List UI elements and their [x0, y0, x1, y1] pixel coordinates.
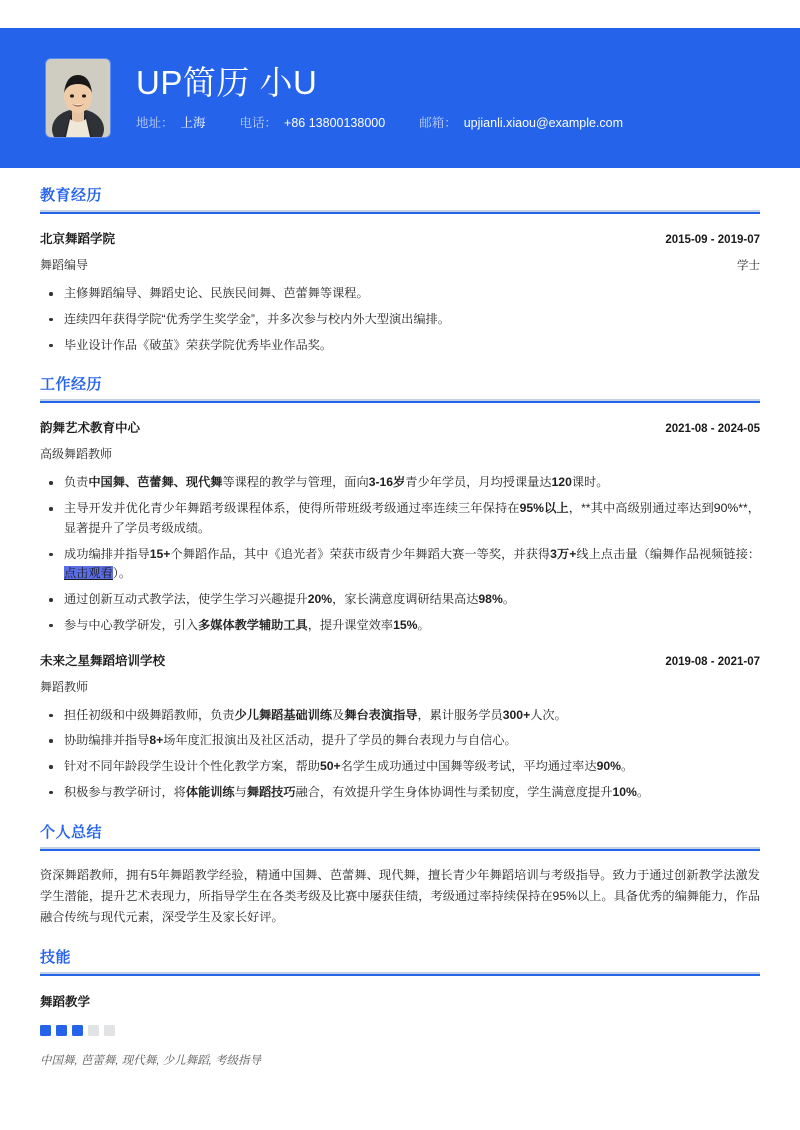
section-rule-accent: [40, 849, 760, 851]
bullet-text: ，累计服务学员: [417, 707, 503, 722]
bullet-text: 。: [502, 592, 515, 607]
bullet-text: 课时。: [571, 475, 609, 490]
bullet-text: ，提升课堂效率: [307, 617, 394, 632]
bullet-emphasis: 20%: [307, 592, 333, 607]
bullet-item: [40, 590, 760, 610]
work-entry-header: [40, 651, 760, 669]
bullet-emphasis: 3万+: [550, 546, 577, 561]
bullet-item: [40, 616, 760, 636]
section-education: [40, 184, 760, 355]
work-entry-subheader: [40, 678, 760, 695]
bullet-text: 及: [332, 707, 345, 722]
portrait-photo-icon: [46, 59, 110, 137]
bullet-item: [40, 473, 760, 493]
bullet-text: 个舞蹈作品，其中《追光者》荣获市级青少年舞蹈大赛一等奖，并获得: [170, 546, 551, 561]
work-company: 未来之星舞蹈培训学校: [40, 653, 166, 668]
bullet-text: 协助编排并指导: [64, 733, 150, 748]
bullet-emphasis: 舞蹈技巧: [246, 784, 296, 799]
bullet-text: 融合，有效提升学生身体协调性与柔韧度，学生满意度提升: [295, 784, 613, 799]
work-date: 2021-08 - 2024-05: [665, 423, 760, 436]
bullet-text: 参与中心教学研发，引入: [64, 617, 199, 632]
work-entry-subheader: [40, 445, 760, 462]
bullet-emphasis: 多媒体教学辅助工具: [198, 617, 308, 632]
bullet-text: ）。: [112, 566, 132, 581]
resume-body: [0, 168, 800, 1068]
bullet-text: 积极参与教学研讨，将: [64, 784, 186, 799]
contact-row: [136, 113, 623, 131]
section-skills-title: 技能: [40, 948, 72, 966]
contact-phone-value: +86 13800138000: [284, 116, 386, 131]
work-date: 2019-08 - 2021-07: [665, 655, 760, 668]
bullet-text: 青少年学员，月均授课量达: [405, 475, 552, 490]
education-major: 舞蹈编导: [40, 258, 89, 272]
bullet-text: 针对不同年龄段学生设计个性化教学方案，帮助: [64, 759, 320, 774]
identity-block: [136, 65, 623, 131]
bullet-item: [40, 545, 760, 585]
contact-email-label: 邮箱：: [419, 116, 457, 131]
bullet-emphasis: 50+: [319, 759, 341, 774]
bullet-emphasis: 15%: [393, 617, 418, 632]
section-rule-accent: [40, 974, 760, 976]
section-skills: [40, 946, 760, 1068]
bullet-emphasis: 15+: [149, 546, 171, 561]
bullet-emphasis: 300+: [502, 707, 531, 722]
skill-level-empty: [104, 1025, 115, 1036]
work-bullets: [40, 706, 760, 803]
skill-level-meter: [40, 1025, 760, 1036]
work-entries: [40, 418, 760, 802]
bullet-item: [40, 731, 760, 751]
work-entry: [40, 651, 760, 803]
section-rule-accent: [40, 401, 760, 403]
skill-level-filled: [72, 1025, 83, 1036]
education-school: 北京舞蹈学院: [40, 232, 116, 246]
bullet-emphasis: 少儿舞蹈基础训练: [234, 707, 333, 722]
bullet-emphasis: 90%: [596, 759, 621, 774]
summary-text: 资深舞蹈教师，拥有5年舞蹈教学经验，精通中国舞、芭蕾舞、现代舞，擅长青少年舞蹈培训与考级指导。致力于通过创新教学法激发学生潜能，提升艺术表现力，所指导学生在各类考级及比赛中屡获佳绩，考级通过率持续保持在95%以上。具备优秀的编舞能力，作品融合传统与现代元素，深受学生及家长好评。: [40, 867, 760, 924]
bullet-emphasis: 中国舞、芭蕾舞、现代舞: [88, 475, 223, 490]
education-bullets: [40, 284, 760, 355]
avatar: [46, 59, 110, 137]
bullet-emphasis: 120: [551, 475, 572, 490]
skill-level-filled: [56, 1025, 67, 1036]
bullet-item: [40, 757, 760, 777]
contact-phone: [240, 113, 386, 131]
bullet-emphasis: 舞台表演指导: [344, 707, 418, 722]
bullet-text: 名学生成功通过中国舞等级考试，平均通过率达: [340, 759, 597, 774]
bullet-text: 线上点击量（编舞作品视频链接：: [576, 546, 761, 561]
skill-level-filled: [40, 1025, 51, 1036]
bullet-text: 等课程的教学与管理，面向: [222, 475, 369, 490]
bullet-emphasis: 3-16岁: [368, 475, 406, 490]
contact-phone-label: 电话：: [239, 116, 278, 131]
contact-address-label: 地址：: [136, 116, 174, 131]
skill-tags: 中国舞, 芭蕾舞, 现代舞, 少儿舞蹈, 考级指导: [40, 1054, 262, 1067]
bullet-item: 毕业设计作品《破茧》荣获学院优秀毕业作品奖。: [40, 336, 760, 356]
bullet-text: ，**其中高级别通过率达到90%**，显著提升了学员考级成绩。: [64, 501, 760, 535]
work-company: 韵舞艺术教育中心: [40, 421, 141, 436]
contact-email-value: upjianli.xiaou@example.com: [463, 116, 624, 131]
work-bullets: [40, 473, 760, 635]
education-entry: [40, 229, 760, 355]
work-title: 高级舞蹈教师: [40, 447, 113, 462]
section-work-title: 工作经历: [40, 376, 103, 394]
work-title: 舞蹈教师: [40, 679, 89, 694]
work-entry-header: [40, 418, 760, 436]
resume-header-banner: [0, 28, 800, 168]
bullet-item: [40, 783, 760, 803]
bullet-emphasis: 98%: [478, 592, 503, 607]
bullet-text: 负责: [64, 475, 89, 490]
bullet-text: 场年度汇报演出及社区活动，提升了学员的舞台表现力与自信心。: [163, 733, 517, 748]
work-entry: [40, 418, 760, 635]
bullet-text: 。: [417, 617, 430, 632]
contact-email: [419, 113, 623, 131]
section-summary-title: 个人总结: [40, 823, 103, 841]
education-entry-header: [40, 229, 760, 247]
bullet-item: [40, 706, 760, 726]
bullet-text: 主导开发并优化青少年舞蹈考级课程体系，使得所带班级考级通过率连续三年保持在: [64, 501, 520, 516]
video-link[interactable]: 点击观看: [64, 566, 113, 581]
bullet-text: 与: [234, 784, 247, 799]
bullet-item: 主修舞蹈编导、舞蹈史论、民族民间舞、芭蕾舞等课程。: [40, 284, 760, 304]
contact-address: [136, 113, 206, 131]
skill-item: [40, 992, 760, 1068]
section-work: [40, 373, 760, 802]
bullet-emphasis: 95%以上: [519, 501, 569, 516]
education-date: 2015-09 - 2019-07: [665, 234, 760, 246]
bullet-text: 。: [620, 759, 634, 774]
section-summary: [40, 821, 760, 928]
bullet-item: [40, 499, 760, 539]
education-degree: 学士: [737, 260, 760, 272]
skill-level-empty: [88, 1025, 99, 1036]
bullet-text: 人次。: [530, 707, 567, 722]
bullet-item: 连续四年获得学院“优秀学生奖学金”，并多次参与校内外大型演出编排。: [40, 310, 760, 330]
candidate-name: UP简历 小U: [136, 63, 318, 101]
section-rule-accent: [40, 212, 760, 214]
bullet-text: 担任初级和中级舞蹈教师，负责: [64, 707, 235, 722]
bullet-emphasis: 8+: [149, 733, 164, 748]
bullet-text: 成功编排并指导: [64, 546, 150, 561]
skill-name: 舞蹈教学: [40, 994, 91, 1009]
bullet-text: 通过创新互动式教学法，使学生学习兴趣提升: [64, 592, 308, 607]
bullet-emphasis: 10%: [612, 784, 637, 799]
section-education-title: 教育经历: [40, 187, 103, 204]
bullet-text: 。: [636, 784, 650, 799]
bullet-text: ，家长满意度调研结果高达: [332, 592, 479, 607]
contact-address-value: 上海: [180, 116, 206, 131]
education-entry-subheader: [40, 256, 760, 273]
bullet-emphasis: 体能训练: [185, 784, 235, 799]
